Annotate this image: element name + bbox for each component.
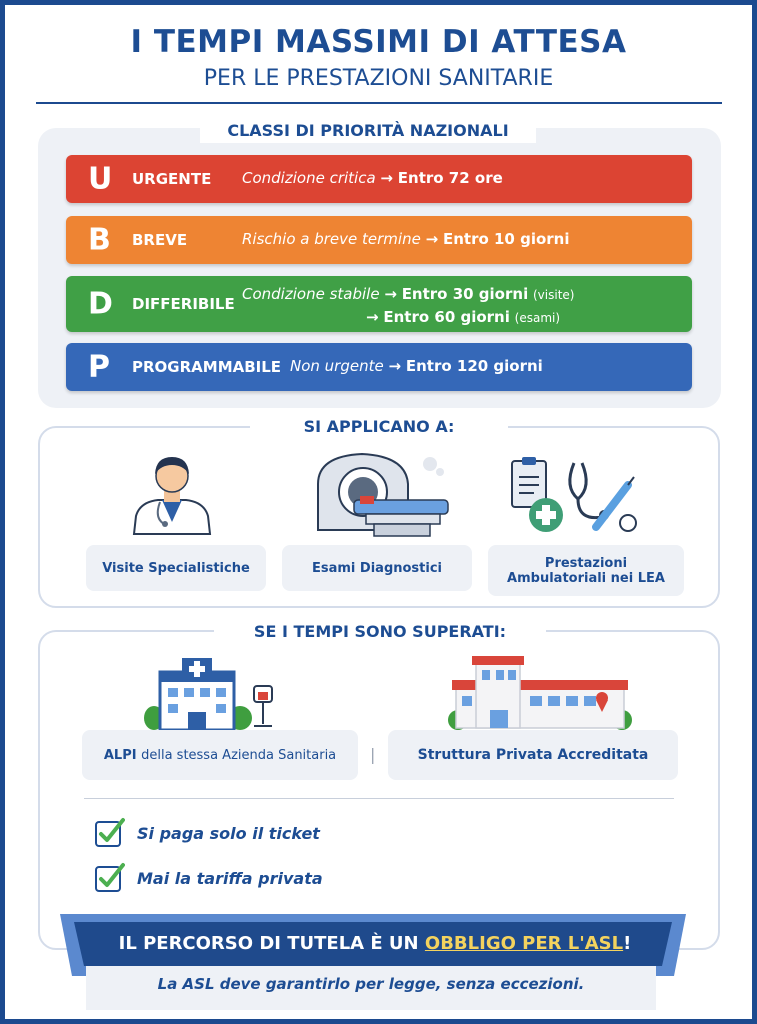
priority-description: Condizione critica → Entro 72 ore	[242, 169, 503, 187]
option-alpi-card	[82, 730, 358, 780]
banner-highlight: OBBLIGO PER L'ASL	[424, 933, 624, 954]
priority-bar-programmabile	[66, 343, 692, 391]
priority-bar-urgente	[66, 155, 692, 203]
priority-section-title: CLASSI DI PRIORITÀ NAZIONALI	[200, 119, 536, 143]
priority-label: URGENTE	[132, 170, 212, 188]
priority-label: BREVE	[132, 231, 188, 249]
medical-tools-icon	[510, 455, 642, 535]
checkmark-icon	[95, 862, 125, 892]
priority-label: DIFFERIBILE	[132, 295, 235, 313]
checkmark-icon	[95, 817, 125, 847]
hospital-icon	[144, 656, 280, 730]
priority-letter: D	[88, 286, 113, 322]
priority-description: Condizione stabile → Entro 30 giorni (visite)	[242, 285, 575, 303]
check-item-ticket: Si paga solo il ticket	[137, 824, 320, 843]
banner-text: IL PERCORSO DI TUTELA È UN OBBLIGO PER L'ASL!	[118, 933, 632, 954]
priority-bar-breve	[66, 216, 692, 264]
priority-letter: P	[88, 349, 110, 385]
option-private-card: Struttura Privata Accreditata	[388, 730, 678, 780]
priority-bar-differibile	[66, 276, 692, 332]
check-item-private-fee: Mai la tariffa privata	[137, 869, 323, 888]
doctor-icon	[128, 448, 216, 536]
priority-description: Rischio a breve termine → Entro 10 giorni	[242, 230, 570, 248]
page-title: I TEMPI MASSIMI DI ATTESA	[130, 24, 627, 60]
priority-description-exams: → Entro 60 giorni (esami)	[366, 308, 561, 326]
banner-note: La ASL deve garantirlo per legge, senza eccezioni.	[157, 975, 585, 993]
priority-letter: U	[88, 161, 113, 197]
applies-card-visite: Visite Specialistiche	[86, 545, 266, 591]
mri-scanner-icon	[314, 450, 450, 542]
priority-label: PROGRAMMABILE	[132, 358, 282, 376]
option-alpi-text: della stessa Azienda Sanitaria	[141, 747, 337, 763]
title-divider	[36, 102, 722, 104]
exceeded-section-title: SE I TEMPI SONO SUPERATI:	[214, 620, 546, 644]
applies-section-title: SI APPLICANO A:	[250, 415, 508, 439]
applies-card-prestazioni: Prestazioni Ambulatoriali nei LEA	[488, 545, 684, 596]
priority-description: Non urgente → Entro 120 giorni	[290, 357, 543, 375]
priority-letter: B	[88, 222, 111, 258]
option-separator: |	[370, 745, 376, 764]
page-subtitle: PER LE PRESTAZIONI SANITARIE	[203, 66, 554, 91]
applies-card-esami: Esami Diagnostici	[282, 545, 472, 591]
private-clinic-icon	[448, 654, 632, 730]
option-alpi-strong: ALPI	[103, 747, 137, 763]
options-divider	[84, 798, 674, 799]
